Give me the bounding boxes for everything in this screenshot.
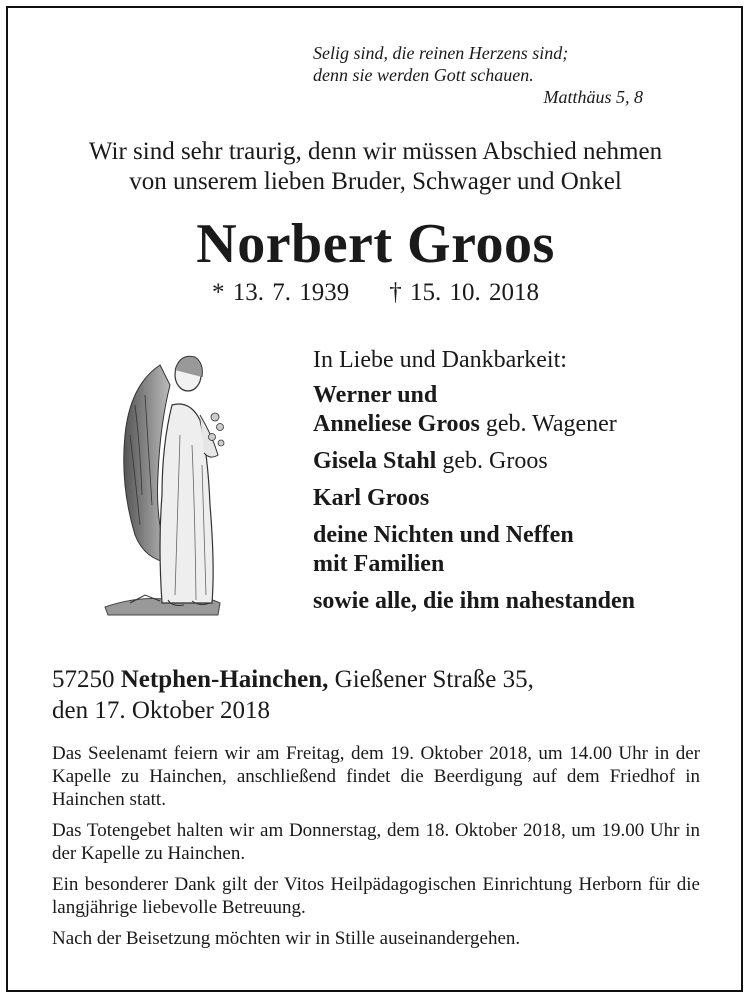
verse-line-1: Selig sind, die reinen Herzens sind; (313, 43, 569, 63)
address-date: den 17. Oktober 2018 (52, 697, 271, 724)
intro-line-2: von unserem lieben Bruder, Schwager und Onkel (129, 168, 622, 195)
mourner-name: Werner und (313, 382, 438, 408)
mourner-name: Gisela Stahl (313, 448, 437, 474)
death-date: † 15. 10. 2018 (389, 279, 539, 306)
mourners-list (313, 345, 733, 624)
note-paragraph: Ein besonderer Dank gilt der Vitos Heilpädagogischen Einrichtung Herborn für die langjährige liebevolle Betreuung. (52, 874, 700, 918)
mourner-name: mit Familien (313, 551, 445, 577)
mourner-name: Karl Groos (313, 485, 430, 511)
note-paragraph: Das Totengebet halten wir am Donnerstag, dem 18. Oktober 2018, um 19.00 Uhr in der Kapelle zu Hainchen. (52, 820, 700, 864)
address-street: Gießener Straße 35, (334, 666, 534, 693)
bible-verse (313, 42, 643, 108)
mourner-group-werner-anneliese (313, 381, 733, 439)
intro-line-1: Wir sind sehr traurig, denn wir müssen Abschied nehmen (88, 138, 663, 165)
verse-line-2: denn sie werden Gott schauen. (313, 65, 534, 85)
angel-figure-icon (100, 345, 245, 620)
address-block (52, 664, 712, 726)
life-dates (30, 278, 721, 308)
mourner-maiden-name: geb. Groos (436, 448, 548, 474)
note-paragraph: Nach der Beisetzung möchten wir in Stille auseinandergehen. (52, 928, 521, 949)
mourner-group-nieces-nephews (313, 521, 733, 579)
mourner-name: deine Nichten und Neffen (313, 522, 574, 548)
mourner-group-others (313, 587, 733, 616)
intro-text (30, 137, 721, 197)
mourner-name: Anneliese Groos (313, 411, 480, 437)
address-place: Netphen-Hainchen, (120, 666, 329, 693)
birth-date: * 13. 7. 1939 (212, 279, 350, 306)
verse-reference: Matthäus 5, 8 (543, 87, 643, 107)
note-paragraph: Das Seelenamt feiern wir am Freitag, dem 19. Oktober 2018, um 14.00 Uhr in der Kapelle zu Hainchen, anschließend findet die Beerdigung auf dem Friedhof in Hainchen statt. (52, 743, 700, 810)
mourner-maiden-name: geb. Wagener (479, 411, 617, 437)
mourner-name: sowie alle, die ihm nahestanden (313, 588, 636, 614)
mourners-lead: In Liebe und Dankbarkeit: (313, 347, 567, 373)
deceased-name: Norbert Groos (196, 213, 555, 275)
mourner-group-karl (313, 484, 733, 513)
mourner-group-gisela (313, 447, 733, 476)
service-notes (52, 742, 700, 958)
address-zip: 57250 (52, 666, 115, 693)
